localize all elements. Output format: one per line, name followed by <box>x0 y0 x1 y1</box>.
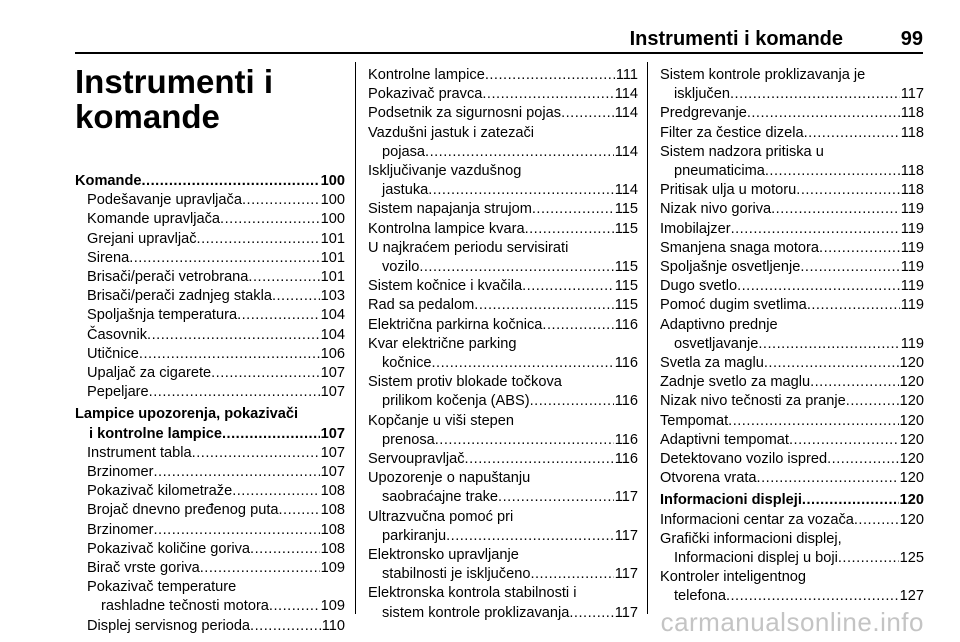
dot-leader <box>569 604 613 623</box>
toc-page-number: 116 <box>614 431 638 448</box>
dot-leader <box>530 565 613 584</box>
dot-leader <box>802 491 899 510</box>
column-divider <box>647 62 648 614</box>
toc-page-number: 115 <box>614 220 638 237</box>
toc-page-number: 116 <box>614 316 638 333</box>
toc-entry-title: Pritisak ulja u motoru <box>660 182 797 199</box>
dot-leader <box>425 143 614 162</box>
toc-entry[interactable] <box>368 200 638 219</box>
toc-page-number: 117 <box>900 86 924 103</box>
dot-leader <box>237 306 320 325</box>
toc-entry[interactable] <box>660 181 924 200</box>
toc-entry[interactable] <box>660 220 924 239</box>
toc-section[interactable] <box>660 491 924 510</box>
toc-entry-title: vozilo <box>382 259 420 276</box>
toc-entry[interactable] <box>368 584 638 622</box>
column-divider <box>355 62 356 614</box>
dot-leader <box>838 549 899 568</box>
toc-page-number: 115 <box>614 201 638 218</box>
toc-page-number: 119 <box>900 297 924 314</box>
toc-page-number: 108 <box>320 483 345 500</box>
toc-page-number: 120 <box>899 511 924 528</box>
toc-entry-title: Brzinomer <box>87 464 154 481</box>
toc-entry-title: Isključivanje vazdušnog <box>368 163 522 180</box>
toc-entry-title: osvetljavanje <box>674 335 759 352</box>
dot-leader <box>129 249 319 268</box>
dot-leader <box>446 527 614 546</box>
toc-entry-title: Podešavanje upravljača <box>87 192 242 209</box>
toc-entry-title: Pomoć dugim svetlima <box>660 297 807 314</box>
toc-entry-title: prilikom kočenja (ABS) <box>382 393 530 410</box>
dot-leader <box>197 230 320 249</box>
toc-entry-title: Kopčanje u viši stepen <box>368 412 515 429</box>
dot-leader <box>498 488 614 507</box>
toc-entry[interactable] <box>75 501 345 520</box>
dot-leader <box>522 277 614 296</box>
toc-page-number: 120 <box>899 393 924 410</box>
toc-entry[interactable] <box>660 431 924 450</box>
toc-entry-title: Filter za čestice dizela <box>660 124 804 141</box>
watermark: carmanualsonline.info <box>660 607 924 637</box>
toc-entry[interactable] <box>660 450 924 469</box>
toc-page-number: 107 <box>320 365 345 382</box>
toc-page-number: 103 <box>320 288 345 305</box>
toc-entry[interactable] <box>75 191 345 210</box>
toc-entry-title: Informacioni displej u boji <box>674 550 838 567</box>
toc-entry-title: kočnice <box>382 355 432 372</box>
toc-entry-title: Brisači/perači zadnjeg stakla <box>87 288 272 305</box>
toc-entry-title: Servoupravljač <box>368 451 465 468</box>
dot-leader <box>149 383 320 402</box>
toc-entry-title: pneumaticima <box>674 163 765 180</box>
toc-entry[interactable] <box>75 268 345 287</box>
toc-entry-title: Detektovano vozilo ispred <box>660 451 828 468</box>
toc-entry[interactable] <box>660 373 924 392</box>
toc-page-number: 114 <box>614 143 638 160</box>
dot-leader <box>532 200 614 219</box>
dot-leader <box>807 296 900 315</box>
toc-entry-title: Sistem protiv blokade točkova <box>368 374 562 391</box>
toc-entry-title: Brzinomer <box>87 521 154 538</box>
toc-entry-title: saobraćajne trake <box>382 489 499 506</box>
toc-entry-title: telefona <box>674 588 726 605</box>
toc-page-number: 125 <box>899 550 924 567</box>
toc-page-number: 120 <box>899 451 924 468</box>
toc-entry[interactable] <box>368 373 638 411</box>
dot-leader <box>800 258 899 277</box>
toc-entry-title: Tempomat <box>660 412 729 429</box>
dot-leader <box>731 220 900 239</box>
toc-page-number: 118 <box>900 105 924 122</box>
toc-entry-title: Utičnice <box>87 345 139 362</box>
toc-entry-title: Pokazivač kilometraže <box>87 483 233 500</box>
dot-leader <box>764 354 899 373</box>
toc-entry-title: Podsetnik za sigurnosni pojas <box>368 105 562 122</box>
dot-leader <box>250 617 321 636</box>
toc-entry-title: Pokazivač količine goriva <box>87 540 251 557</box>
dot-leader <box>154 463 320 482</box>
dot-leader <box>765 162 900 181</box>
toc-page-number: 114 <box>614 86 638 103</box>
toc-column-3 <box>660 66 924 607</box>
toc-entry[interactable] <box>660 354 924 373</box>
dot-leader <box>232 482 319 501</box>
toc-page-number: 118 <box>900 182 924 199</box>
dot-leader <box>269 597 320 616</box>
toc-entry-title: i kontrolne lampice <box>89 425 222 442</box>
toc-entry[interactable] <box>75 463 345 482</box>
dot-leader <box>846 392 899 411</box>
toc-entry-title: isključen <box>674 86 730 103</box>
toc-page-number: 117 <box>614 566 638 583</box>
dot-leader <box>431 354 613 373</box>
dot-leader <box>272 287 320 306</box>
toc-page-number: 107 <box>320 464 345 481</box>
toc-entry-title: Pepeljare <box>87 384 149 401</box>
toc-page-number: 120 <box>899 431 924 448</box>
toc-entry[interactable] <box>368 508 638 546</box>
dot-leader <box>726 587 899 606</box>
toc-page-number: 114 <box>614 105 638 122</box>
dot-leader <box>728 412 899 431</box>
toc-entry-title: Elektronska kontrola stabilnosti i <box>368 585 577 602</box>
toc-entry[interactable] <box>75 306 345 325</box>
toc-page-number: 118 <box>900 163 924 180</box>
toc-page-number: 119 <box>900 259 924 276</box>
toc-page-number: 101 <box>320 249 345 266</box>
dot-leader <box>222 425 320 444</box>
dot-leader <box>525 220 614 239</box>
dot-leader <box>142 172 320 191</box>
dot-leader <box>482 85 613 104</box>
toc-column-2 <box>368 66 638 623</box>
toc-entry-title: stabilnosti je isključeno <box>382 566 531 583</box>
toc-entry-title: parkiranju <box>382 527 447 544</box>
toc-entry[interactable] <box>75 364 345 383</box>
dot-leader <box>435 431 614 450</box>
dot-leader <box>485 66 615 85</box>
toc-page-number: 101 <box>320 269 345 286</box>
toc-page-number: 127 <box>899 588 924 605</box>
toc-page-number: 106 <box>320 345 345 362</box>
dot-leader <box>242 191 320 210</box>
toc-page-number: 116 <box>614 451 638 468</box>
toc-entry-title: Kontroler inteligentnog <box>660 569 807 586</box>
toc-entry-title: Časovnik <box>87 326 148 343</box>
dot-leader <box>192 444 320 463</box>
toc-entry-title: Sistem napajanja strujom <box>368 201 532 218</box>
toc-entry-title: Vazdušni jastuk i zatezači <box>368 124 535 141</box>
dot-leader <box>200 559 320 578</box>
toc-entry-title: Predgrevanje <box>660 105 747 122</box>
toc-entry[interactable] <box>368 66 638 85</box>
toc-entry[interactable] <box>660 66 924 104</box>
toc-page-number: 119 <box>900 335 924 352</box>
dot-leader <box>771 200 900 219</box>
toc-entry-title: Adaptivni tempomat <box>660 431 789 448</box>
toc-entry-title: Sirena <box>87 249 130 266</box>
toc-page-number: 109 <box>320 560 345 577</box>
toc-page-number: 108 <box>320 540 345 557</box>
toc-entry-title: Sistem nadzora pritiska u <box>660 143 824 160</box>
toc-entry-title: Spoljašnje osvetljenje <box>660 259 801 276</box>
toc-entry-title: Grafički informacioni displej, <box>660 530 842 547</box>
toc-entry[interactable] <box>660 530 924 568</box>
dot-leader <box>220 210 320 229</box>
page-number: 99 <box>900 28 923 50</box>
toc-page-number: 119 <box>900 220 924 237</box>
toc-entry[interactable] <box>660 392 924 411</box>
toc-page-number: 111 <box>615 67 638 83</box>
dot-leader <box>530 392 614 411</box>
toc-entry[interactable] <box>660 239 924 258</box>
toc-entry-title: Ultrazvučna pomoć pri <box>368 508 514 525</box>
dot-leader <box>796 181 899 200</box>
toc-entry[interactable] <box>368 239 638 277</box>
toc-entry[interactable] <box>75 559 345 578</box>
dot-leader <box>250 540 320 559</box>
dot-leader <box>819 239 900 258</box>
toc-page-number: 107 <box>320 425 345 442</box>
toc-page-number: 108 <box>320 502 345 519</box>
toc-page-number: 120 <box>899 412 924 429</box>
toc-page-number: 120 <box>899 374 924 391</box>
dot-leader <box>810 373 899 392</box>
dot-leader <box>854 511 899 530</box>
toc-page-number: 118 <box>900 124 924 141</box>
toc-entry-title: Smanjena snaga motora <box>660 239 820 256</box>
toc-entry[interactable] <box>368 335 638 373</box>
toc-page-number: 117 <box>614 527 638 544</box>
chapter-title: Instrumenti i komande <box>75 63 274 135</box>
toc-entry[interactable] <box>75 578 345 616</box>
toc-entry-title: Displej servisnog perioda <box>87 617 251 634</box>
toc-entry[interactable] <box>75 287 345 306</box>
toc-page-number: 100 <box>320 192 345 209</box>
toc-entry[interactable] <box>368 546 638 584</box>
toc-entry[interactable] <box>660 469 924 488</box>
toc-entry[interactable] <box>75 249 345 268</box>
toc-entry[interactable] <box>660 104 924 123</box>
toc-entry-title: Instrument tabla <box>87 444 192 461</box>
toc-page-number: 101 <box>320 230 345 247</box>
dot-leader <box>730 85 900 104</box>
toc-entry[interactable] <box>75 345 345 364</box>
toc-page-number: 100 <box>320 211 345 228</box>
toc-page-number: 120 <box>899 492 924 509</box>
dot-leader <box>279 501 320 520</box>
toc-page-number: 108 <box>320 521 345 538</box>
toc-entry[interactable] <box>75 482 345 501</box>
toc-entry-title: Lampice upozorenja, pokazivači <box>75 406 299 423</box>
toc-entry-title: Svetla za maglu <box>660 355 764 372</box>
toc-page-number: 119 <box>900 239 924 256</box>
dot-leader <box>737 277 900 296</box>
toc-page-number: 119 <box>900 201 924 218</box>
toc-entry-title: Birač vrste goriva <box>87 560 200 577</box>
toc-page-number: 104 <box>320 307 345 324</box>
toc-entry[interactable] <box>368 220 638 239</box>
toc-entry[interactable] <box>660 412 924 431</box>
toc-entry-title: Otvorena vrata <box>660 470 757 487</box>
toc-page-number: 110 <box>321 617 345 634</box>
toc-entry-title: Nizak nivo tečnosti za pranje <box>660 393 846 410</box>
dot-leader <box>248 268 319 287</box>
dot-leader <box>758 335 899 354</box>
toc-entry[interactable] <box>368 316 638 335</box>
toc-entry-title: Kvar električne parking <box>368 335 517 352</box>
toc-page-number: 117 <box>614 489 638 506</box>
toc-entry[interactable] <box>75 383 345 402</box>
toc-entry[interactable] <box>660 296 924 315</box>
page-header <box>75 22 923 54</box>
toc-entry[interactable] <box>368 124 638 162</box>
toc-page-number: 107 <box>320 444 345 461</box>
toc-page-number: 115 <box>614 297 638 314</box>
dot-leader <box>542 316 613 335</box>
toc-entry[interactable] <box>368 277 638 296</box>
dot-leader <box>154 521 320 540</box>
dot-leader <box>139 345 320 364</box>
dot-leader <box>804 124 900 143</box>
toc-entry-title: Adaptivno prednje <box>660 316 778 333</box>
toc-entry[interactable] <box>368 469 638 507</box>
toc-page-number: 119 <box>900 278 924 295</box>
toc-entry-title: Informacioni displeji <box>660 492 802 509</box>
toc-entry[interactable] <box>660 316 924 354</box>
toc-entry-title: jastuka <box>382 182 429 199</box>
toc-entry-title: Pokazivač pravca <box>368 86 483 103</box>
toc-entry-title: Dugo svetlo <box>660 278 738 295</box>
toc-entry[interactable] <box>368 85 638 104</box>
dot-leader <box>561 104 614 123</box>
dot-leader <box>419 258 613 277</box>
toc-entry[interactable] <box>660 124 924 143</box>
toc-entry[interactable] <box>368 296 638 315</box>
toc-entry-title: sistem kontrole proklizavanja <box>382 604 570 621</box>
toc-entry[interactable] <box>75 617 345 636</box>
toc-entry[interactable] <box>75 444 345 463</box>
toc-page-number: 117 <box>614 604 638 621</box>
toc-entry[interactable] <box>660 568 924 606</box>
toc-page-number: 107 <box>320 384 345 401</box>
toc-entry-title: Grejani upravljač <box>87 230 197 247</box>
dot-leader <box>757 469 899 488</box>
toc-entry[interactable] <box>368 162 638 200</box>
toc-entry-title: Upozorenje o napuštanju <box>368 470 531 487</box>
toc-section[interactable] <box>75 405 345 443</box>
toc-entry-title: Imobilajzer <box>660 220 731 237</box>
toc-page-number: 104 <box>320 326 345 343</box>
toc-entry-title: Kontrolne lampice <box>368 67 485 83</box>
toc-entry-title: Komande upravljača <box>87 211 221 228</box>
toc-entry[interactable] <box>368 450 638 469</box>
toc-entry[interactable] <box>660 258 924 277</box>
dot-leader <box>428 181 613 200</box>
toc-entry-title: Upaljač za cigarete <box>87 365 212 382</box>
toc-page-number: 115 <box>614 259 638 276</box>
toc-page-number: 109 <box>320 598 345 615</box>
toc-column-1 <box>75 172 345 636</box>
dot-leader <box>827 450 899 469</box>
dot-leader <box>474 296 613 315</box>
toc-page-number: 120 <box>899 470 924 487</box>
toc-page-number: 116 <box>614 355 638 372</box>
toc-entry[interactable] <box>660 277 924 296</box>
toc-entry-title: prenosa <box>382 431 435 448</box>
toc-entry-title: Pokazivač temperature <box>87 579 237 596</box>
toc-entry-title: U najkraćem periodu servisirati <box>368 239 569 256</box>
toc-entry-title: Sistem kontrole proklizavanja je <box>660 67 866 83</box>
toc-entry[interactable] <box>660 143 924 181</box>
toc-entry[interactable] <box>660 200 924 219</box>
dot-leader <box>211 364 320 383</box>
toc-page-number: 115 <box>614 278 638 295</box>
toc-entry[interactable] <box>368 412 638 450</box>
toc-entry-title: Informacioni centar za vozača <box>660 511 854 528</box>
toc-entry-title: Sistem kočnice i kvačila <box>368 278 523 295</box>
dot-leader <box>147 326 320 345</box>
toc-entry[interactable] <box>75 540 345 559</box>
toc-section[interactable] <box>75 172 345 191</box>
toc-entry[interactable] <box>660 511 924 530</box>
toc-entry-title: Nizak nivo goriva <box>660 201 772 218</box>
dot-leader <box>465 450 614 469</box>
dot-leader <box>789 431 899 450</box>
toc-page-number: 100 <box>320 173 345 189</box>
toc-entry-title: Električna parkirna kočnica <box>368 316 543 333</box>
toc-entry-title: Brojač dnevno pređenog puta <box>87 502 279 519</box>
running-title: Instrumenti i komande <box>629 28 843 50</box>
toc-entry[interactable] <box>75 230 345 249</box>
toc-entry-title: Komande <box>75 173 142 189</box>
toc-page-number: 116 <box>614 393 638 410</box>
toc-entry-title: Rad sa pedalom <box>368 297 475 314</box>
toc-entry-title: pojasa <box>382 143 426 160</box>
dot-leader <box>747 104 900 123</box>
toc-entry-title: Zadnje svetlo za maglu <box>660 374 811 391</box>
toc-entry[interactable] <box>75 210 345 229</box>
toc-page-number: 120 <box>899 355 924 372</box>
toc-entry[interactable] <box>368 104 638 123</box>
toc-entry-title: Spoljašnja temperatura <box>87 307 238 324</box>
toc-entry-title: Kontrolna lampice kvara <box>368 220 525 237</box>
toc-entry[interactable] <box>75 326 345 345</box>
toc-entry-title: Brisači/perači vetrobrana <box>87 269 249 286</box>
toc-entry-title: Elektronsko upravljanje <box>368 547 519 564</box>
toc-entry[interactable] <box>75 521 345 540</box>
toc-entry-title: rashladne tečnosti motora <box>101 598 269 615</box>
toc-page-number: 114 <box>614 182 638 199</box>
